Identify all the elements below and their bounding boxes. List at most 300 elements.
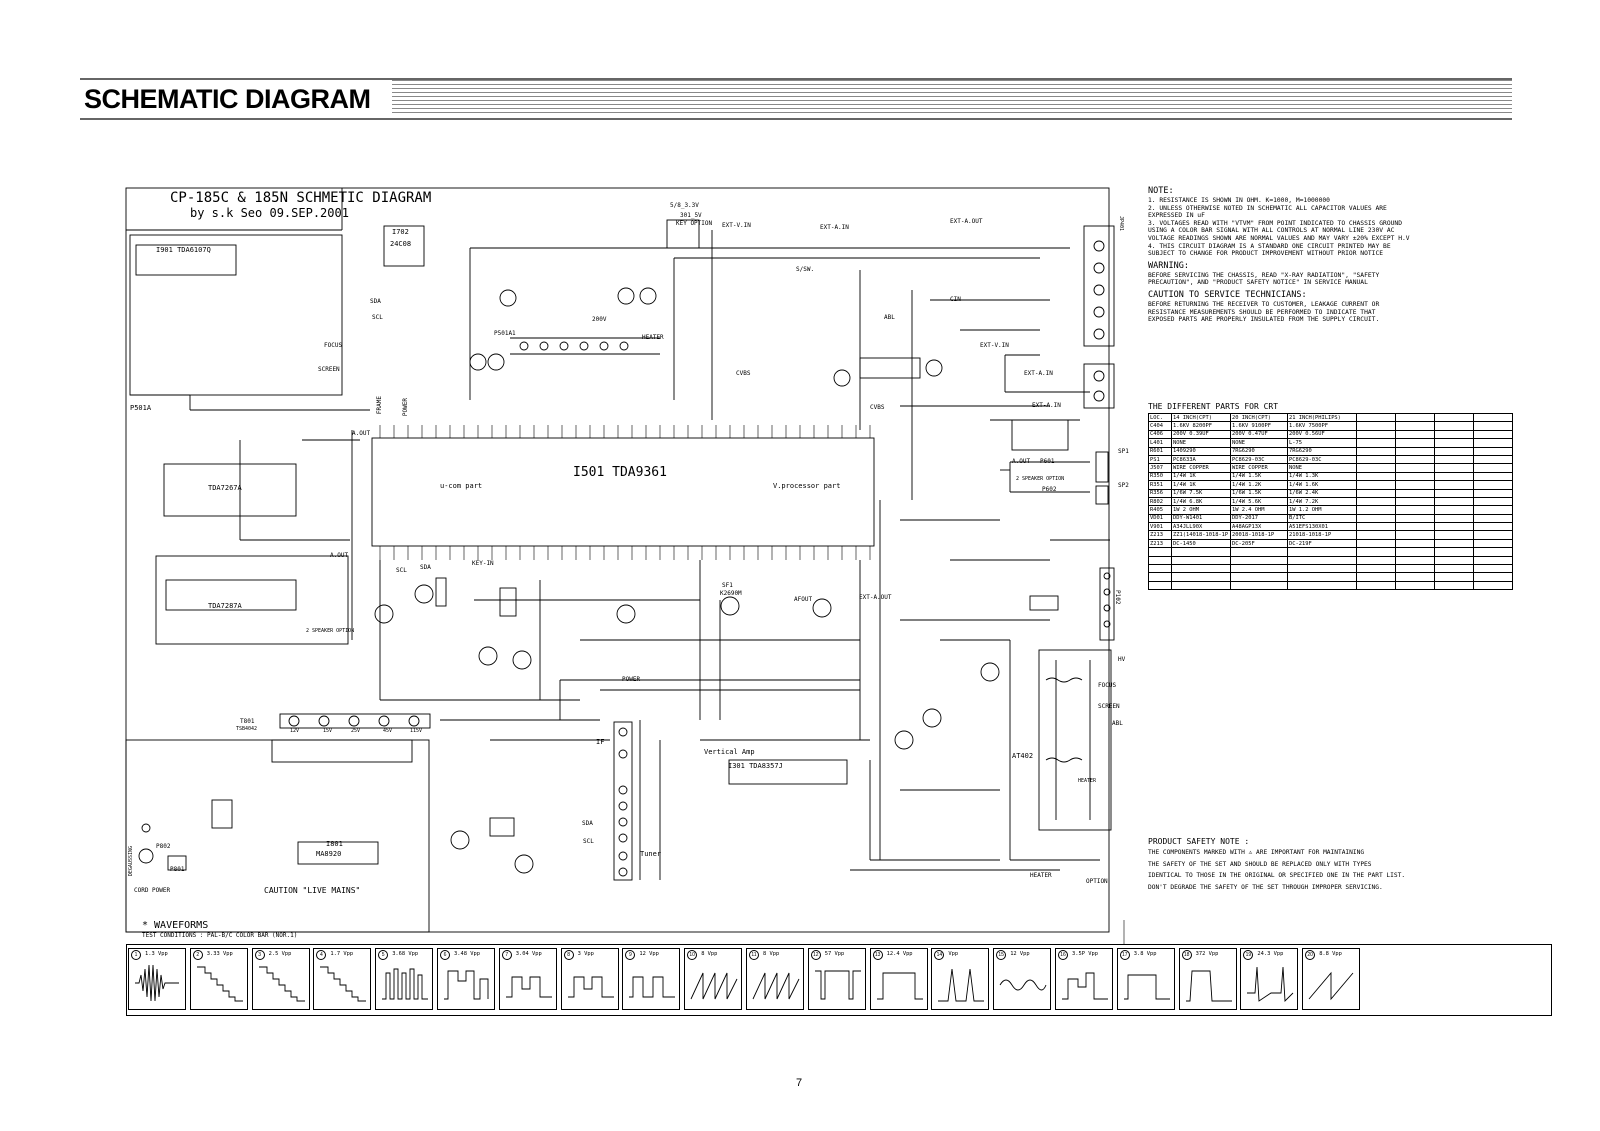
- waveform-label: 12 Vpp: [1010, 951, 1030, 957]
- parts-row: [1149, 422, 1513, 430]
- note-line: 3. VOLTAGES READ WITH "VTVM" FROM POINT INDICATED TO CHASSIS GROUND: [1148, 219, 1403, 227]
- waveform-2: [190, 948, 248, 1010]
- waveform-9: [622, 948, 680, 1010]
- parts-cell: [1357, 430, 1396, 438]
- parts-cell: R351: [1149, 481, 1172, 489]
- parts-cell: [1149, 581, 1172, 589]
- p801-label: P801: [170, 866, 185, 873]
- waveform-19: [1240, 948, 1298, 1010]
- parts-row: [1149, 581, 1513, 589]
- waveform-label: 3.5P Vpp: [1072, 951, 1098, 957]
- key-in-label: KEY-IN: [472, 560, 494, 567]
- at402-label: AT402: [1012, 752, 1034, 760]
- parts-cell: [1435, 531, 1474, 539]
- waveform-1: [128, 948, 186, 1010]
- i301-label: I301 TDA8357J: [728, 762, 783, 770]
- aout3-label: A.OUT: [330, 552, 349, 559]
- option-label: OPTION: [1086, 878, 1108, 885]
- ucom-label: u-com part: [440, 482, 483, 490]
- parts-cell: DC-1450: [1172, 539, 1231, 547]
- parts-cell: [1396, 581, 1435, 589]
- parts-cell: 1/4W 1K: [1172, 472, 1231, 480]
- parts-cell: [1435, 565, 1474, 573]
- parts-cell: [1474, 514, 1513, 522]
- sp2-label: SP2: [1118, 482, 1129, 489]
- parts-cell: VD01: [1149, 514, 1172, 522]
- sda-label: SDA: [370, 298, 381, 305]
- waveform-label: 3.8 Vpp: [1133, 951, 1157, 957]
- heater-label: HEATER: [642, 334, 664, 341]
- parts-cell: [1357, 497, 1396, 505]
- ext-ain3-label: EXT-A.IN: [1032, 402, 1061, 409]
- waveform-label: 2.5 Vpp: [268, 951, 292, 957]
- parts-row: [1149, 531, 1513, 539]
- parts-row: [1149, 430, 1513, 438]
- parts-cell: C406: [1149, 430, 1172, 438]
- cord-power-label: CORD POWER: [134, 887, 171, 894]
- diagram-title: CP-185C & 185N SCHMETIC DIAGRAM: [170, 190, 432, 206]
- cin-label: CIN: [950, 296, 961, 303]
- parts-cell: [1172, 573, 1231, 581]
- i501-label: I501 TDA9361: [573, 465, 667, 480]
- parts-cell: DDY-W1401: [1172, 514, 1231, 522]
- parts-row: [1149, 556, 1513, 564]
- parts-cell: [1435, 556, 1474, 564]
- parts-cell: [1396, 481, 1435, 489]
- parts-cell: 1/4W 1K: [1172, 481, 1231, 489]
- parts-cell: C404: [1149, 422, 1172, 430]
- waveforms-conditions: TEST CONDITIONS : PAL-B/C COLOR BAR (NOR.1): [142, 932, 298, 939]
- parts-cell: DC-219F: [1288, 539, 1357, 547]
- parts-cell: [1396, 414, 1435, 422]
- waveform-3: [252, 948, 310, 1010]
- p501a1-connector: [510, 338, 660, 354]
- parts-cell: 20018-1018-1P: [1231, 531, 1288, 539]
- waveform-label: 57 Vpp: [824, 951, 845, 957]
- safety-note-line: DON'T DEGRADE THE SAFETY OF THE SET THROUGH IMPROPER SERVICING.: [1148, 883, 1383, 891]
- if-label: IF: [596, 738, 605, 746]
- waveform-label: 3.68 Vpp: [392, 951, 419, 957]
- note-line: 1. RESISTANCE IS SHOWN IN OHM. K=1000, M=1000000: [1148, 197, 1330, 204]
- parts-cell: 7RG6290: [1288, 447, 1357, 455]
- waveform-17: [1117, 948, 1175, 1010]
- waveform-number: 19: [1243, 950, 1253, 960]
- parts-cell: [1435, 455, 1474, 463]
- parts-cell: [1357, 573, 1396, 581]
- parts-cell: [1396, 447, 1435, 455]
- parts-row: [1149, 514, 1513, 522]
- p802-label: P802: [156, 843, 171, 850]
- notes-heading: NOTE:: [1148, 186, 1174, 196]
- parts-cell: DDY-2017: [1231, 514, 1288, 522]
- parts-cell: [1396, 430, 1435, 438]
- warning-line: PRECAUTION", AND "PRODUCT SAFETY NOTICE" IN SERVICE MANUAL: [1148, 279, 1368, 287]
- abl-label: ABL: [884, 314, 895, 321]
- parts-cell: [1474, 573, 1513, 581]
- parts-cell: [1435, 489, 1474, 497]
- parts-cell: A48AGP13X: [1231, 523, 1288, 531]
- parts-cell: [1435, 573, 1474, 581]
- parts-cell: [1172, 548, 1231, 556]
- parts-cell: [1231, 556, 1288, 564]
- parts-cell: [1357, 455, 1396, 463]
- parts-cell: [1396, 556, 1435, 564]
- parts-cell: [1474, 447, 1513, 455]
- caution-line: EXPOSED PARTS ARE PROPERLY INSULATED FROM THE SUPPLY CIRCUIT.: [1148, 316, 1380, 324]
- screen-label: SCREEN: [318, 366, 340, 373]
- waveform-number: 7: [502, 950, 512, 960]
- power-pin-label: POWER: [402, 398, 409, 417]
- i702-part-label: 24C08: [390, 240, 412, 248]
- parts-cell: [1288, 548, 1357, 556]
- parts-cell: [1396, 548, 1435, 556]
- ssw-label: S/SW.: [796, 266, 815, 273]
- screen2-label: SCREEN: [1098, 703, 1120, 710]
- waveform-number: 16: [1058, 950, 1068, 960]
- parts-cell: [1474, 523, 1513, 531]
- parts-cell: [1231, 573, 1288, 581]
- parts-table-title: THE DIFFERENT PARTS FOR CRT: [1148, 402, 1279, 411]
- parts-row: [1149, 447, 1513, 455]
- key-option-label: KEY OPTION: [676, 220, 713, 227]
- waveform-number: 2: [193, 950, 203, 960]
- parts-cell: [1357, 481, 1396, 489]
- speaker-1: [1096, 452, 1108, 482]
- parts-cell: 21 INCH(PHILIPS): [1288, 414, 1357, 422]
- focus-label: FOCUS: [324, 342, 343, 349]
- waveform-number: 18: [1182, 950, 1192, 960]
- ext-aout-label: EXT-A.OUT: [950, 218, 983, 225]
- speaker-2: [1096, 486, 1108, 504]
- parts-cell: [1474, 439, 1513, 447]
- parts-cell: J507: [1149, 464, 1172, 472]
- page-number: 7: [796, 1077, 803, 1089]
- parts-cell: [1149, 548, 1172, 556]
- parts-cell: [1474, 539, 1513, 547]
- sp1-label: SP1: [1118, 448, 1129, 455]
- parts-cell: [1396, 489, 1435, 497]
- parts-cell: [1435, 447, 1474, 455]
- page-title: SCHEMATIC DIAGRAM: [84, 84, 371, 114]
- waveform-5: [375, 948, 433, 1010]
- parts-row: [1149, 573, 1513, 581]
- parts-cell: WIRE COPPER: [1172, 464, 1231, 472]
- parts-cell: 7RG6290: [1231, 447, 1288, 455]
- parts-cell: [1435, 481, 1474, 489]
- parts-cell: DC-205F: [1231, 539, 1288, 547]
- parts-cell: V901: [1149, 523, 1172, 531]
- parts-cell: PS1: [1149, 455, 1172, 463]
- waveform-label: 1.7 Vpp: [330, 951, 354, 957]
- parts-cell: 1/4W 6.8K: [1172, 497, 1231, 505]
- parts-cell: [1474, 455, 1513, 463]
- parts-cell: [1396, 506, 1435, 514]
- note-line: VOLTAGE READINGS SHOWN ARE NORMAL VALUES AND MAY VARY ±20% EXCEPT H.V: [1148, 234, 1410, 242]
- parts-cell: PC8629-03C: [1288, 455, 1357, 463]
- waveform-number: 3: [255, 950, 265, 960]
- parts-cell: [1435, 523, 1474, 531]
- focus2-label: FOCUS: [1098, 682, 1117, 689]
- ext-ain-label: EXT-A.IN: [820, 224, 849, 231]
- speaker-option2-label: 2 SPEAKER OPTION: [306, 628, 355, 634]
- parts-row: [1149, 565, 1513, 573]
- note-line: 2. UNLESS OTHERWISE NOTED IN SCHEMATIC ALL CAPACITOR VALUES ARE: [1148, 204, 1387, 212]
- p501a-label: P501A: [130, 404, 152, 412]
- parts-cell: [1474, 565, 1513, 573]
- vamp-label: Vertical Amp: [704, 748, 755, 756]
- parts-cell: [1474, 464, 1513, 472]
- parts-cell: [1474, 430, 1513, 438]
- parts-cell: 200V 0.47UF: [1231, 430, 1288, 438]
- parts-cell: [1474, 556, 1513, 564]
- note-line: 4. THIS CIRCUIT DIAGRAM IS A STANDARD ONE CIRCUIT PRINTED MAY BE: [1148, 242, 1391, 250]
- parts-cell: 1/4W 1.5K: [1231, 472, 1288, 480]
- parts-cell: [1396, 531, 1435, 539]
- parts-cell: R405: [1149, 506, 1172, 514]
- parts-row: [1149, 455, 1513, 463]
- parts-row: [1149, 472, 1513, 480]
- cvbs2-label: CVBS: [870, 404, 885, 411]
- parts-cell: [1474, 506, 1513, 514]
- scl3-label: SCL: [583, 838, 594, 845]
- p102-label: P102: [1114, 590, 1121, 605]
- parts-cell: [1474, 531, 1513, 539]
- parts-cell: NONE: [1288, 464, 1357, 472]
- parts-cell: [1435, 472, 1474, 480]
- parts-row: [1149, 464, 1513, 472]
- sda2-label: SDA: [420, 564, 431, 571]
- waveform-label: 3.04 Vpp: [515, 951, 542, 957]
- parts-cell: 200V 0.56UF: [1288, 430, 1357, 438]
- safety-note-line: THE SAFETY OF THE SET AND SHOULD BE REPLACED ONLY WITH TYPES: [1148, 860, 1372, 868]
- parts-cell: [1357, 531, 1396, 539]
- tda7287-label: TDA7287A: [208, 602, 242, 610]
- v200-label: 200V: [592, 316, 607, 323]
- aout2-label: A.OUT: [1012, 458, 1031, 465]
- parts-cell: [1435, 514, 1474, 522]
- ext-vin-label: EXT-V.IN: [722, 222, 751, 229]
- parts-cell: 1W 1.2 OHM: [1288, 506, 1357, 514]
- parts-cell: [1149, 565, 1172, 573]
- parts-cell: A51EFS130X01: [1288, 523, 1357, 531]
- ext-ain2-label: EXT-A.IN: [1024, 370, 1053, 377]
- waveform-number: 15: [996, 950, 1006, 960]
- parts-cell: LOC.: [1149, 414, 1172, 422]
- safety-note: [1148, 836, 1568, 893]
- power-section: [126, 740, 429, 932]
- parts-cell: [1396, 539, 1435, 547]
- av-connector: [1084, 226, 1114, 346]
- waveform-label: 8 Vpp: [763, 951, 780, 957]
- parts-cell: [1357, 439, 1396, 447]
- parts-cell: [1288, 556, 1357, 564]
- sf1-label: SF1: [722, 582, 733, 589]
- vproc-label: V.processor part: [773, 482, 841, 490]
- parts-cell: 1W 2.4 OHM: [1231, 506, 1288, 514]
- waveform-number: 12: [811, 950, 821, 960]
- v5-label: 301_5V: [680, 212, 702, 219]
- waveform-number: 9: [625, 950, 635, 960]
- i702-label: I702: [392, 228, 409, 236]
- parts-cell: [1172, 565, 1231, 573]
- parts-cell: 20 INCH(CPT): [1231, 414, 1288, 422]
- p601-label: P601: [1040, 458, 1055, 465]
- waveform-18: [1179, 948, 1237, 1010]
- t801-part-label: TSB4042: [236, 726, 258, 732]
- safety-note-line: THE COMPONENTS MARKED WITH ⚠ ARE IMPORTANT FOR MAINTAINING: [1148, 849, 1365, 857]
- notes-block: [1148, 183, 1558, 324]
- parts-cell: [1435, 422, 1474, 430]
- parts-cell: [1357, 472, 1396, 480]
- parts-cell: [1357, 548, 1396, 556]
- parts-cell: 1.6KV 7500PF: [1288, 422, 1357, 430]
- waveform-label: 3.33 Vpp: [206, 951, 233, 957]
- t801-label: T801: [240, 718, 255, 725]
- parts-cell: [1357, 514, 1396, 522]
- parts-cell: [1288, 573, 1357, 581]
- parts-cell: 1/4W 7.2K: [1288, 497, 1357, 505]
- parts-cell: [1396, 464, 1435, 472]
- parts-cell: WIRE COPPER: [1231, 464, 1288, 472]
- parts-cell: [1474, 414, 1513, 422]
- parts-cell: [1357, 565, 1396, 573]
- parts-cell: Z213: [1149, 539, 1172, 547]
- parts-cell: [1357, 506, 1396, 514]
- waveform-4: [313, 948, 371, 1010]
- parts-row: [1149, 439, 1513, 447]
- parts-cell: [1357, 489, 1396, 497]
- parts-cell: L-75: [1288, 439, 1357, 447]
- v12-label: 12V: [290, 728, 300, 734]
- power-label: POWER: [622, 676, 641, 683]
- parts-cell: 14 INCH(CPT): [1172, 414, 1231, 422]
- parts-cell: [1396, 439, 1435, 447]
- parts-cell: 1/4W 1.2K: [1231, 481, 1288, 489]
- parts-cell: [1172, 556, 1231, 564]
- waveform-number: 10: [687, 950, 697, 960]
- v115-label: 115V: [410, 728, 423, 734]
- parts-cell: [1435, 581, 1474, 589]
- parts-cell: [1231, 565, 1288, 573]
- caution-heading: CAUTION TO SERVICE TECHNICIANS:: [1148, 289, 1307, 300]
- parts-cell: R350: [1149, 472, 1172, 480]
- tuner-block: [614, 722, 632, 880]
- warning-line: BEFORE SERVICING THE CHASSIS, READ "X-RAY RADIATION", "SAFETY: [1148, 271, 1380, 279]
- parts-cell: [1396, 455, 1435, 463]
- waveform-14: [931, 948, 989, 1010]
- parts-cell: 1/6W 2.4K: [1288, 489, 1357, 497]
- parts-cell: [1435, 539, 1474, 547]
- speaker-option-label: 2 SPEAKER OPTION: [1016, 476, 1065, 482]
- abl2-label: ABL: [1112, 720, 1123, 727]
- waveform-number: 1: [131, 950, 141, 960]
- parts-cell: A34JLL90X: [1172, 523, 1231, 531]
- afout-label: AFOUT: [794, 596, 813, 603]
- parts-cell: [1396, 523, 1435, 531]
- waveform-number: 20: [1305, 950, 1315, 960]
- p602-label: P602: [1042, 486, 1057, 493]
- parts-cell: [1288, 565, 1357, 573]
- parts-cell: [1149, 573, 1172, 581]
- parts-row: [1149, 414, 1513, 422]
- v25-label: 25V: [351, 728, 361, 734]
- i901-label: I901 TDA6107Q: [156, 246, 211, 254]
- parts-cell: [1357, 523, 1396, 531]
- degaussing-label: DEGAUSSING: [128, 846, 134, 877]
- parts-cell: [1435, 548, 1474, 556]
- parts-row: [1149, 489, 1513, 497]
- parts-cell: R601: [1149, 447, 1172, 455]
- jp401-label: JP401: [1118, 216, 1124, 232]
- note-line: USING A COLOR BAR SIGNAL WITH ALL CONTROLS AT NORMAL LINE 230V AC: [1148, 227, 1395, 235]
- tda7267-label: TDA7267A: [208, 484, 242, 492]
- parts-cell: [1474, 481, 1513, 489]
- hv-label: HV: [1118, 656, 1126, 663]
- parts-cell: PC8633A: [1172, 455, 1231, 463]
- parts-cell: NONE: [1231, 439, 1288, 447]
- waveform-number: 14: [934, 950, 944, 960]
- waveform-label: 3 Vpp: [577, 951, 594, 957]
- safety-note-line: IDENTICAL TO THOSE IN THE ORIGINAL OR SPECIFIED ONE IN THE PART LIST.: [1148, 872, 1406, 880]
- caution-line: RESISTANCE MEASUREMENTS SHOULD BE PERFORMED TO INDICATE THAT: [1148, 308, 1376, 316]
- parts-cell: [1357, 464, 1396, 472]
- i801-label: I801: [326, 840, 343, 848]
- aout-label: A.OUT: [352, 430, 371, 437]
- heater2-label: HEATER: [1030, 872, 1052, 879]
- frame-label: FRAME: [376, 396, 383, 415]
- v33-label: 5/8_3.3V: [670, 202, 699, 209]
- parts-cell: [1396, 497, 1435, 505]
- parts-cell: [1396, 472, 1435, 480]
- parts-cell: [1149, 556, 1172, 564]
- parts-cell: [1474, 422, 1513, 430]
- waveform-number: 11: [749, 950, 759, 960]
- cvbs-label: CVBS: [736, 370, 751, 377]
- parts-cell: [1396, 514, 1435, 522]
- parts-cell: 1.6KV 9100PF: [1231, 422, 1288, 430]
- parts-cell: 1/6W 7.5K: [1172, 489, 1231, 497]
- ext-vin2-label: EXT-V.IN: [980, 342, 1009, 349]
- parts-cell: [1435, 464, 1474, 472]
- waveform-6: [437, 948, 495, 1010]
- scl2-label: SCL: [396, 567, 407, 574]
- parts-cell: 200V 0.39UF: [1172, 430, 1231, 438]
- parts-cell: 1/4W 1.6K: [1288, 481, 1357, 489]
- parts-cell: [1435, 497, 1474, 505]
- fbt-block: [1039, 650, 1111, 830]
- warning-heading: WARNING:: [1148, 260, 1189, 271]
- parts-cell: [1357, 414, 1396, 422]
- parts-cell: PC8629-03C: [1231, 455, 1288, 463]
- parts-cell: L401: [1149, 439, 1172, 447]
- waveform-number: 5: [378, 950, 388, 960]
- parts-cell: [1357, 581, 1396, 589]
- waveforms-title: * WAVEFORMS: [142, 920, 209, 931]
- waveform-label: 8 Vpp: [701, 951, 718, 957]
- parts-cell: [1435, 430, 1474, 438]
- note-line: EXPRESSED IN uF: [1148, 212, 1205, 220]
- ext-aout2-label: EXT-A.OUT: [859, 594, 892, 601]
- waveform-number: 6: [440, 950, 450, 960]
- p501a1-label: P501A1: [494, 330, 516, 337]
- caution-label: CAUTION "LIVE MAINS": [264, 886, 361, 895]
- sda3-label: SDA: [582, 820, 593, 827]
- parts-cell: [1435, 414, 1474, 422]
- parts-cell: R802: [1149, 497, 1172, 505]
- parts-row: [1149, 523, 1513, 531]
- i501-chip: [372, 438, 874, 546]
- parts-cell: 1409290: [1172, 447, 1231, 455]
